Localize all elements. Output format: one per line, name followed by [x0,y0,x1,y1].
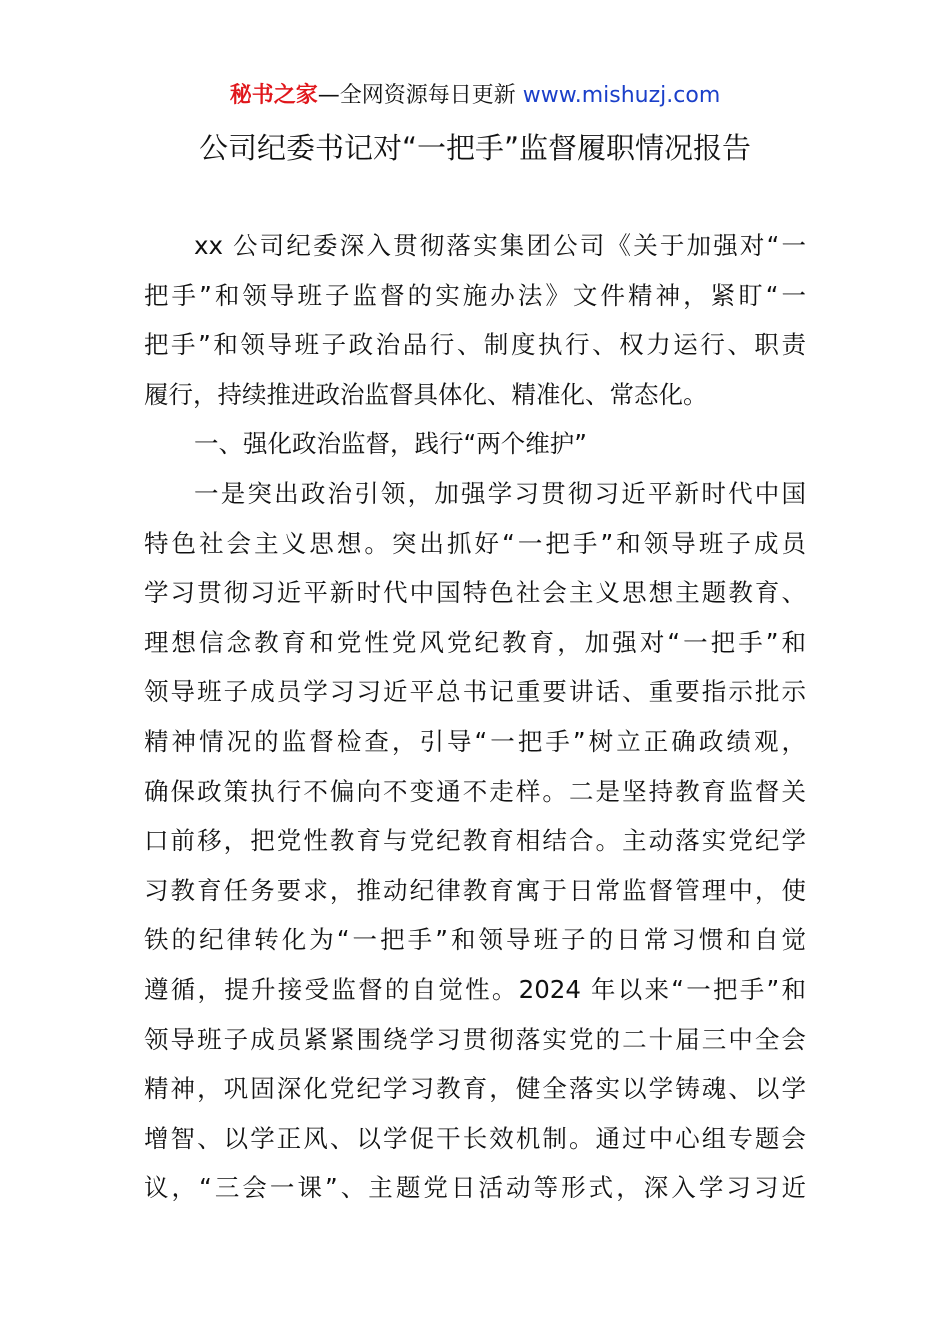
text-line: 特色社会主义思想。突出抓好“一把手”和领导班子成员 [144,528,806,558]
text-line: 精神，巩固深化党纪学习教育，健全落实以学铸魂、以学 [144,1074,806,1104]
text-line: 理想信念教育和党性党风党纪教育，加强对“一把手”和 [144,627,806,657]
text-line: 把手”和领导班子政治品行、制度执行、权力运行、职责 [144,330,806,360]
section-heading: 一、强化政治监督，践行“两个维护” [194,429,587,459]
text-line: 学习贯彻习近平新时代中国特色社会主义思想主题教育、 [144,578,806,608]
document-title: 公司纪委书记对“一把手”监督履职情况报告 [198,131,752,165]
site-url-link[interactable]: www.mishuzj.com [522,83,721,108]
text-line: 精神情况的监督检查，引导“一把手”树立正确政绩观， [144,726,806,756]
text-line: 议，“三会一课”、主题党日活动等形式，深入学习习近 [144,1173,806,1203]
text-line: 一是突出政治引领，加强学习贯彻习近平新时代中国 [194,478,806,508]
text-line: 确保政策执行不偏向不变通不走样。二是坚持教育监督关 [144,776,806,806]
text-line: 铁的纪律转化为“一把手”和领导班子的日常习惯和自觉 [144,925,806,955]
site-brand: 秘书之家 [229,83,318,108]
text-line: 增智、以学正风、以学促干长效机制。通过中心组专题会 [144,1123,806,1153]
site-tagline: —全网资源每日更新 [317,83,516,108]
text-line: 领导班子成员学习习近平总书记重要讲话、重要指示批示 [144,677,806,707]
paragraph-intro [144,221,806,1213]
text-line: 把手”和领导班子监督的实施办法》文件精神，紧盯“一 [144,280,806,310]
text-line: 遵循，提升接受监督的自觉性。2024 年以来“一把手”和 [144,974,806,1004]
site-header [0,80,950,112]
text-line: 习教育任务要求，推动纪律教育寓于日常监督管理中，使 [144,875,806,905]
text-line: 口前移，把党性教育与党纪教育相结合。主动落实党纪学 [144,826,806,856]
text-line: 领导班子成员紧紧围绕学习贯彻落实党的二十届三中全会 [144,1024,806,1054]
text-line: xx 公司纪委深入贯彻落实集团公司《关于加强对“一 [194,231,806,260]
text-line: 履行，持续推进政治监督具体化、精准化、常态化。 [144,379,708,409]
